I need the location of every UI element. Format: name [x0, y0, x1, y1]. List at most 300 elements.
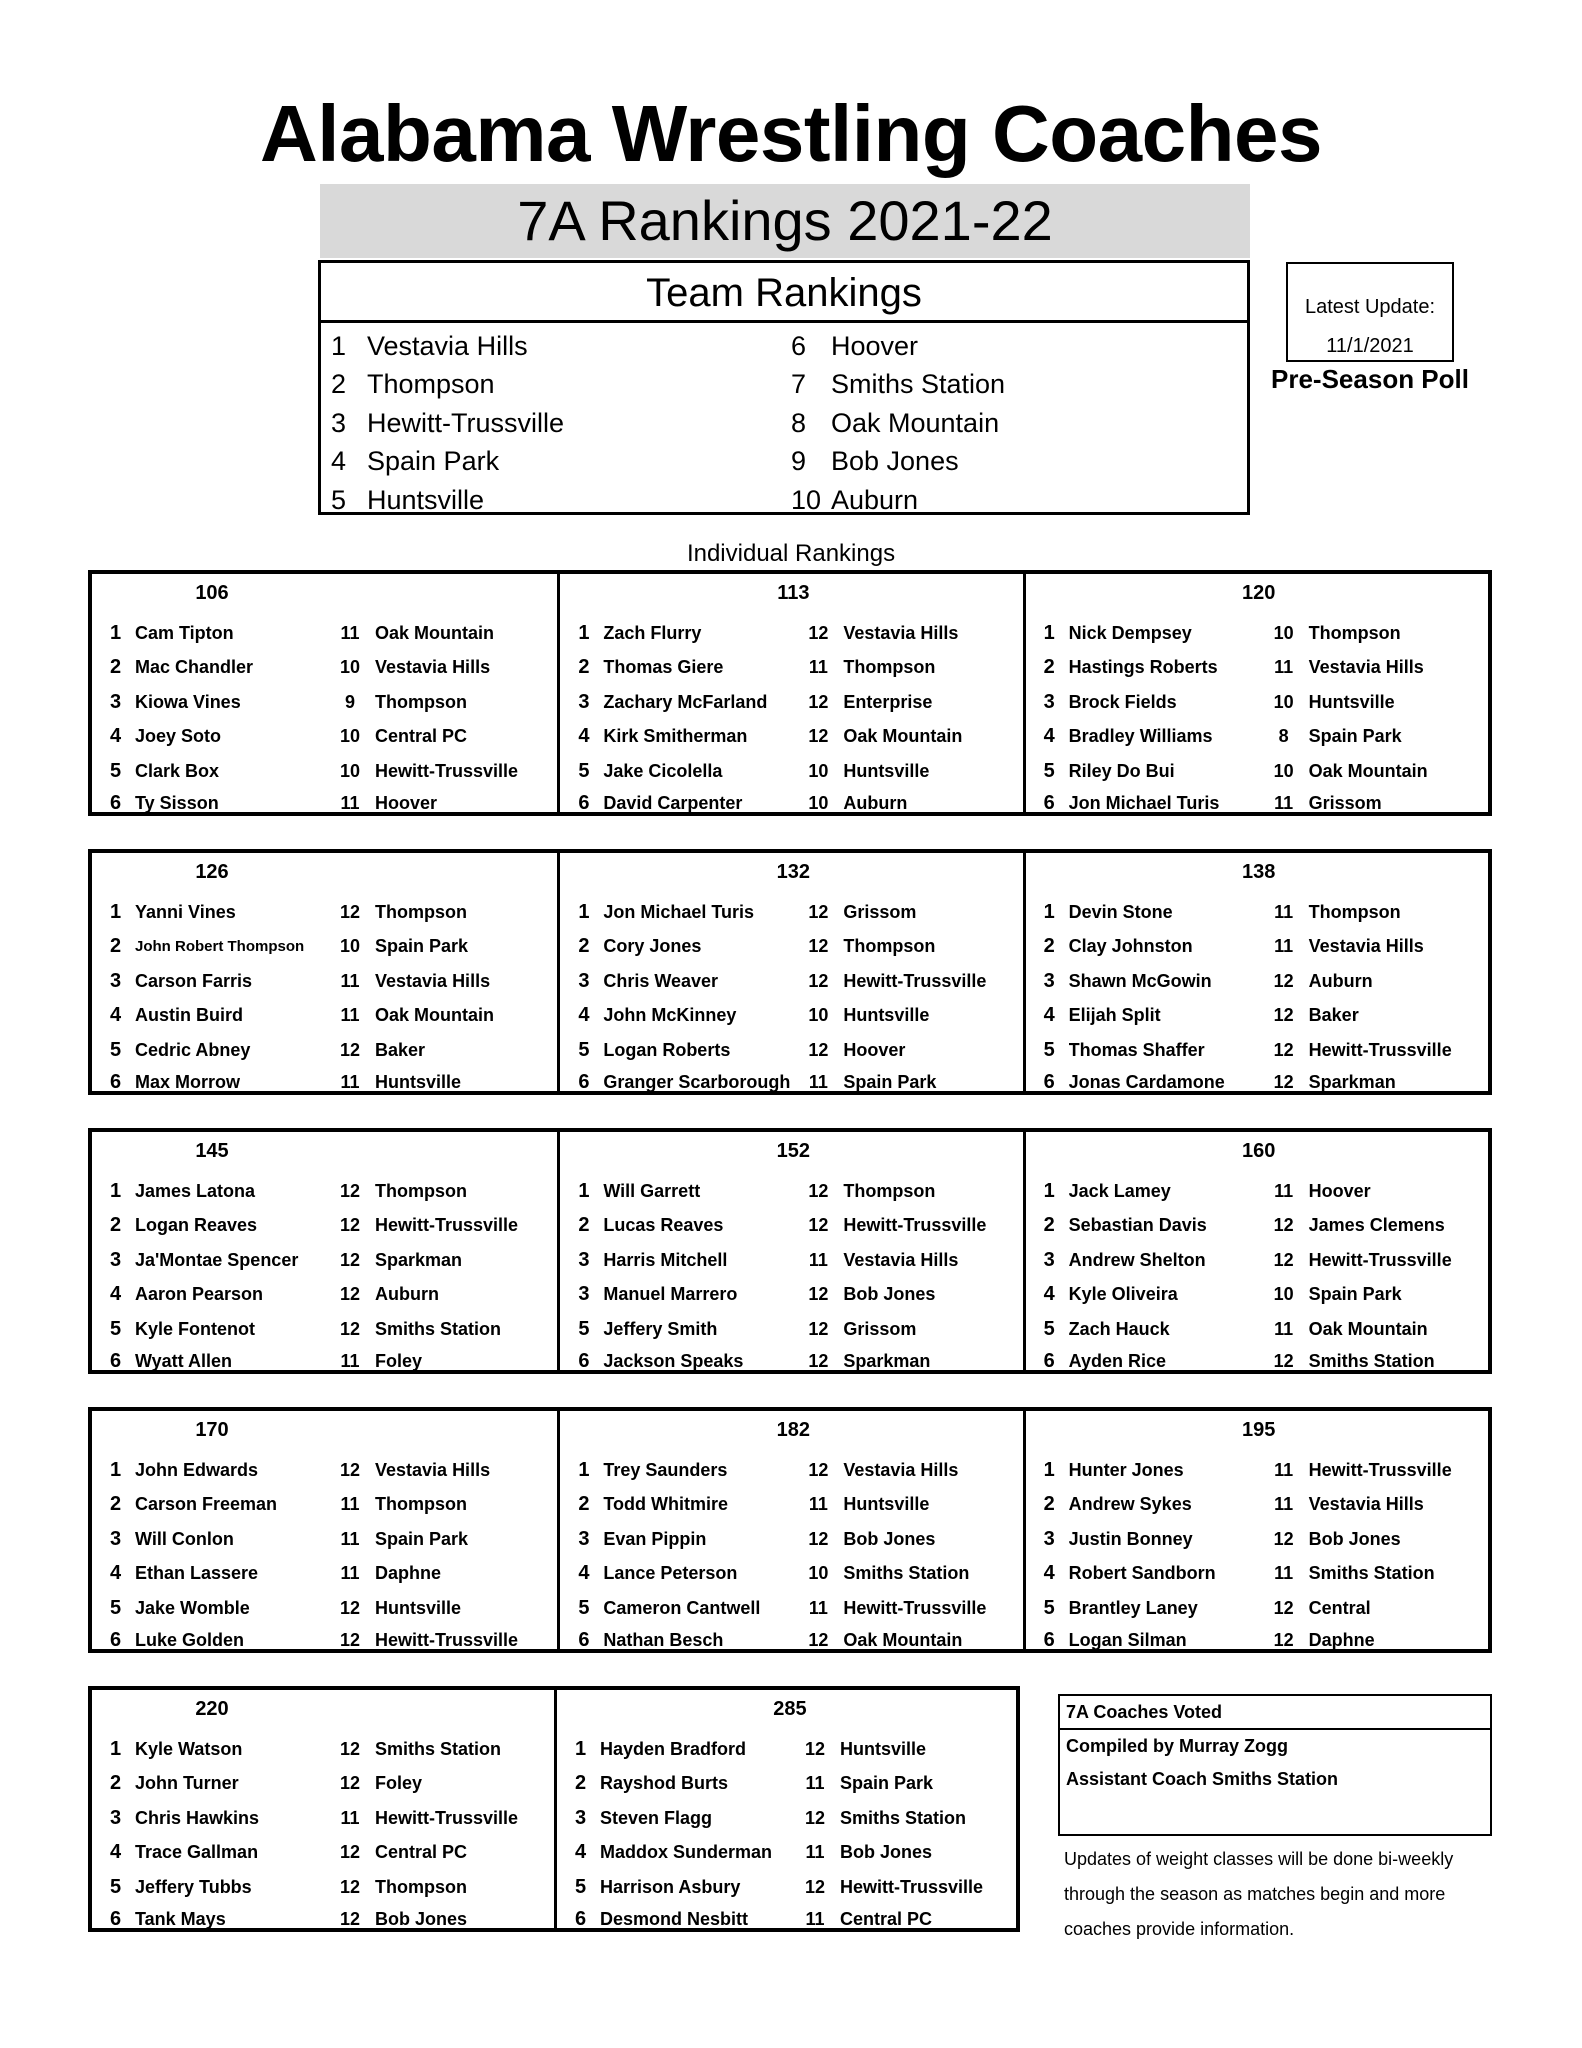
wrestler-grade: 11 [805, 1909, 825, 1929]
wrestler-row [110, 1557, 551, 1592]
wrestler-name: James Latona [135, 1180, 256, 1201]
wrestler-row [110, 1209, 551, 1244]
wrestler-school: Daphne [375, 1563, 442, 1584]
wrestler-grade: 12 [1273, 1630, 1294, 1650]
wrestler-rank: 6 [578, 1629, 590, 1651]
wrestler-row [1044, 616, 1482, 651]
wrestler-row [110, 651, 551, 686]
weight-class-title: 152 [776, 1140, 811, 1162]
wrestler-name: Ethan Lassere [135, 1563, 259, 1584]
wrestler-row [1044, 789, 1482, 819]
wrestler-rank: 6 [578, 1071, 590, 1093]
wrestler-rank: 3 [574, 1806, 587, 1829]
wrestler-school: Hewitt-Trussville [843, 1597, 987, 1618]
wrestler-list [110, 895, 551, 1098]
wrestler-name: Rayshod Burts [599, 1773, 729, 1794]
wrestler-grade: 12 [339, 1318, 361, 1339]
weight-class-120 [1023, 574, 1488, 812]
wrestler-rank: 3 [1043, 1527, 1055, 1550]
wrestler-name: Carson Freeman [135, 1494, 278, 1515]
wrestler-name: Todd Whitmire [603, 1494, 728, 1515]
wrestler-grade: 10 [808, 1005, 829, 1026]
wrestler-grade: 12 [1273, 970, 1294, 991]
wrestler-school: Bob Jones [1308, 1528, 1401, 1549]
weight-class-title: 170 [195, 1419, 229, 1441]
wrestler-row [1044, 1591, 1482, 1626]
wrestler-rank: 2 [578, 1493, 590, 1516]
wrestler-row [578, 999, 1016, 1034]
wrestler-school: Thompson [375, 691, 467, 712]
wrestler-name: Harris Mitchell [603, 1249, 728, 1270]
wrestler-name: Logan Silman [1068, 1630, 1187, 1650]
wrestler-row [575, 1801, 1010, 1836]
team-name: Bob Jones [831, 446, 959, 477]
wrestler-name: Jeffery Smith [603, 1318, 718, 1339]
team-rank: 5 [331, 484, 347, 515]
wrestler-row [110, 1033, 551, 1068]
wrestler-school: Oak Mountain [843, 726, 963, 747]
wrestler-name: John Robert Thompson [135, 938, 305, 956]
team-name: Spain Park [367, 446, 500, 477]
team-name: Auburn [831, 484, 919, 515]
wrestler-name: Will Conlon [135, 1528, 234, 1549]
wrestler-name: Kiowa Vines [135, 691, 241, 712]
wrestler-rank: 2 [110, 935, 122, 958]
wrestler-name: Nick Dempsey [1068, 622, 1192, 643]
wrestler-row [110, 1347, 551, 1377]
wrestler-school: Smiths Station [839, 1807, 966, 1828]
wrestler-name: Zach Flurry [603, 622, 702, 643]
wrestler-school: Sparkman [375, 1249, 463, 1270]
wrestler-name: Andrew Sykes [1068, 1494, 1192, 1515]
wrestler-row [578, 1068, 1016, 1098]
wrestler-row [1044, 754, 1482, 789]
wrestler-name: Will Garrett [603, 1180, 701, 1201]
wrestler-grade: 12 [804, 1738, 825, 1759]
update-note-line: through the season as matches begin and more [1064, 1884, 1446, 1904]
wrestler-row [578, 1278, 1016, 1313]
wrestler-rank: 4 [578, 725, 590, 748]
weight-group-1 [88, 570, 1492, 816]
team-rankings-left-column [331, 327, 751, 520]
wrestler-list [1044, 1453, 1482, 1656]
info-assistant-coach: Assistant Coach Smiths Station [1066, 1769, 1339, 1789]
wrestler-school: Central [1308, 1597, 1371, 1618]
wrestler-row [110, 1732, 548, 1767]
wrestler-school: Auburn [843, 793, 908, 813]
wrestler-school: Enterprise [843, 691, 933, 712]
wrestler-rank: 2 [1043, 935, 1055, 958]
wrestler-grade: 11 [805, 1773, 825, 1794]
weight-group-2 [88, 849, 1492, 1095]
wrestler-rank: 5 [110, 1596, 122, 1619]
wrestler-row [1044, 1209, 1482, 1244]
wrestler-grade: 12 [808, 1284, 829, 1305]
wrestler-name: Kyle Fontenot [135, 1318, 255, 1339]
wrestler-grade: 12 [339, 1180, 361, 1201]
wrestler-row [575, 1767, 1010, 1802]
wrestler-list [578, 1174, 1016, 1377]
wrestler-school: Hoover [375, 793, 438, 813]
wrestler-rank: 1 [1043, 900, 1055, 923]
info-compiled-by: Compiled by Murray Zogg [1066, 1736, 1289, 1756]
wrestler-grade: 12 [808, 1215, 829, 1236]
weight-class-title: 160 [1241, 1140, 1276, 1162]
wrestler-name: Jonas Cardamone [1068, 1072, 1225, 1092]
weight-class-113 [557, 574, 1022, 812]
wrestler-row [578, 930, 1016, 965]
wrestler-row [578, 789, 1016, 819]
weight-class-145 [92, 1132, 557, 1370]
wrestler-list [578, 1453, 1016, 1656]
weight-group-4 [88, 1407, 1492, 1653]
wrestler-row [110, 1836, 548, 1871]
wrestler-rank: 6 [578, 1350, 590, 1372]
wrestler-grade: 12 [808, 1528, 829, 1549]
team-rank: 6 [791, 330, 807, 361]
wrestler-rank: 6 [110, 1908, 122, 1930]
wrestler-school: Vestavia Hills [375, 970, 491, 991]
wrestler-rank: 2 [578, 935, 590, 958]
wrestler-row [1044, 1278, 1482, 1313]
wrestler-rank: 5 [578, 1596, 590, 1619]
wrestler-rank: 3 [110, 690, 122, 713]
wrestler-name: Justin Bonney [1068, 1528, 1193, 1549]
wrestler-grade: 11 [340, 970, 360, 991]
weight-class-195 [1023, 1411, 1488, 1649]
wrestler-rank: 1 [110, 900, 122, 923]
wrestler-name: Nathan Besch [603, 1630, 724, 1650]
team-row [791, 327, 1211, 366]
wrestler-name: Clark Box [135, 760, 220, 781]
wrestler-grade: 12 [339, 1842, 361, 1863]
wrestler-school: Hoover [1308, 1180, 1371, 1201]
wrestler-rank: 1 [1043, 1458, 1055, 1481]
wrestler-rank: 3 [110, 1248, 122, 1271]
wrestler-grade: 10 [339, 657, 361, 678]
team-rank: 8 [791, 407, 807, 438]
wrestler-rank: 3 [578, 1248, 590, 1271]
wrestler-row [110, 1453, 551, 1488]
wrestler-row [110, 1870, 548, 1905]
wrestler-grade: 12 [339, 1773, 361, 1794]
wrestler-grade: 12 [808, 1180, 829, 1201]
wrestler-rank: 2 [574, 1772, 587, 1795]
wrestler-grade: 11 [340, 1072, 360, 1092]
update-note-line: coaches provide information. [1064, 1919, 1295, 1939]
wrestler-grade: 12 [1273, 1351, 1294, 1371]
wrestler-row [110, 1488, 551, 1523]
wrestler-list [110, 1453, 551, 1656]
wrestler-grade: 12 [808, 901, 829, 922]
wrestler-name: Brock Fields [1068, 691, 1177, 712]
info-box [1058, 1694, 1492, 1836]
team-rank: 7 [791, 369, 807, 400]
wrestler-rank: 4 [578, 1004, 590, 1027]
wrestler-grade: 12 [339, 901, 361, 922]
wrestler-name: John Edwards [135, 1459, 259, 1480]
wrestler-row [578, 895, 1016, 930]
wrestler-school: Bob Jones [843, 1284, 936, 1305]
wrestler-school: Spain Park [843, 1072, 937, 1092]
wrestler-grade: 11 [340, 1528, 360, 1549]
wrestler-rank: 6 [1043, 1629, 1055, 1651]
wrestler-row [1044, 1557, 1482, 1592]
weight-group-3 [88, 1128, 1492, 1374]
wrestler-name: Kyle Watson [135, 1738, 243, 1759]
wrestler-school: Hewitt-Trussville [375, 1807, 519, 1828]
wrestler-rank: 2 [110, 1214, 122, 1237]
wrestler-name: Manuel Marrero [603, 1284, 738, 1305]
wrestler-list [110, 616, 551, 819]
wrestler-school: Sparkman [843, 1351, 931, 1371]
wrestler-name: Mac Chandler [135, 657, 254, 678]
wrestler-row [1044, 1243, 1482, 1278]
wrestler-name: Riley Do Bui [1068, 760, 1175, 781]
wrestler-rank: 1 [578, 1179, 590, 1202]
individual-rankings-title: Individual Rankings [686, 540, 896, 567]
wrestler-rank: 3 [1043, 690, 1055, 713]
wrestler-name: Wyatt Allen [135, 1351, 233, 1371]
wrestler-name: Hayden Bradford [599, 1738, 747, 1759]
wrestler-rank: 5 [1043, 1317, 1055, 1340]
wrestler-row [578, 1522, 1016, 1557]
wrestler-school: Thompson [375, 1494, 467, 1515]
wrestler-grade: 10 [808, 793, 829, 813]
wrestler-school: Smiths Station [843, 1563, 970, 1584]
team-row [791, 481, 1211, 520]
wrestler-school: Vestavia Hills [843, 1459, 959, 1480]
wrestler-rank: 5 [574, 1875, 587, 1898]
wrestler-school: Daphne [1308, 1630, 1375, 1650]
latest-update-label: Latest Update: [1304, 296, 1436, 318]
wrestler-school: Vestavia Hills [1308, 657, 1424, 678]
wrestler-row [110, 1905, 548, 1935]
wrestler-name: Jon Michael Turis [1068, 793, 1220, 813]
wrestler-row [110, 789, 551, 819]
wrestler-row [578, 1557, 1016, 1592]
wrestler-grade: 10 [339, 760, 361, 781]
wrestler-rank: 1 [578, 900, 590, 923]
wrestler-name: Cam Tipton [135, 622, 234, 643]
wrestler-grade: 11 [340, 1351, 360, 1371]
wrestler-grade: 11 [340, 622, 360, 643]
wrestler-name: Hastings Roberts [1068, 657, 1218, 678]
wrestler-grade: 12 [339, 1249, 361, 1270]
wrestler-row [1044, 1174, 1482, 1209]
wrestler-row [1044, 1522, 1482, 1557]
wrestler-name: John McKinney [603, 1005, 737, 1026]
wrestler-school: Thompson [375, 1876, 467, 1897]
wrestler-rank: 4 [574, 1841, 587, 1864]
wrestler-name: Jackson Speaks [603, 1351, 744, 1371]
wrestler-name: Steven Flagg [599, 1807, 713, 1828]
wrestler-grade: 11 [1274, 1459, 1294, 1480]
wrestler-school: Hewitt-Trussville [839, 1876, 984, 1897]
wrestler-row [110, 930, 551, 965]
wrestler-rank: 6 [574, 1908, 587, 1930]
wrestler-row [1044, 895, 1482, 930]
wrestler-rank: 5 [110, 759, 122, 782]
wrestler-name: Chris Weaver [603, 970, 719, 991]
wrestler-name: Chris Hawkins [135, 1807, 260, 1828]
wrestler-name: Harrison Asbury [599, 1876, 741, 1897]
wrestler-row [110, 1626, 551, 1656]
wrestler-grade: 10 [1273, 760, 1294, 781]
wrestler-row [578, 1626, 1016, 1656]
team-name: Smiths Station [831, 369, 1006, 400]
wrestler-row [1044, 1312, 1482, 1347]
wrestler-school: James Clemens [1308, 1215, 1445, 1236]
wrestler-grade: 12 [808, 1039, 829, 1060]
wrestler-school: Smiths Station [1308, 1563, 1435, 1584]
wrestler-row [110, 964, 551, 999]
wrestler-grade: 12 [1273, 1039, 1294, 1060]
wrestler-row [578, 685, 1016, 720]
wrestler-name: Ty Sisson [135, 793, 219, 813]
wrestler-grade: 12 [339, 1909, 361, 1929]
wrestler-grade: 12 [339, 1597, 361, 1618]
wrestler-row [110, 1591, 551, 1626]
wrestler-rank: 6 [110, 1071, 122, 1093]
wrestler-row [578, 1243, 1016, 1278]
wrestler-grade: 11 [1274, 1494, 1294, 1515]
wrestler-school: Hewitt-Trussville [375, 1630, 519, 1650]
team-row [331, 443, 751, 482]
wrestler-row [575, 1905, 1010, 1935]
wrestler-grade: 12 [1273, 1528, 1294, 1549]
wrestler-row [110, 685, 551, 720]
wrestler-name: Brantley Laney [1068, 1597, 1198, 1618]
wrestler-rank: 4 [110, 1841, 122, 1864]
wrestler-grade: 11 [808, 1072, 828, 1092]
wrestler-grade: 11 [808, 1494, 828, 1515]
wrestler-name: Ja'Montae Spencer [135, 1249, 299, 1270]
wrestler-school: Hewitt-Trussville [375, 1215, 519, 1236]
wrestler-list [110, 1732, 548, 1935]
team-row [331, 327, 751, 366]
wrestler-rank: 5 [110, 1875, 122, 1898]
wrestler-row [1044, 1626, 1482, 1656]
wrestler-row [110, 1174, 551, 1209]
weight-class-title: 106 [195, 582, 229, 604]
wrestler-row [578, 1488, 1016, 1523]
weight-class-106 [92, 574, 557, 812]
wrestler-school: Bob Jones [375, 1909, 468, 1929]
team-row [791, 404, 1211, 443]
wrestler-rank: 5 [578, 1317, 590, 1340]
wrestler-rank: 5 [1043, 1596, 1055, 1619]
wrestler-grade: 12 [808, 936, 829, 957]
wrestler-school: Thompson [1308, 901, 1401, 922]
wrestler-school: Huntsville [1308, 691, 1395, 712]
wrestler-row [578, 964, 1016, 999]
wrestler-row [578, 1591, 1016, 1626]
wrestler-name: Carson Farris [135, 970, 253, 991]
wrestler-row [578, 1174, 1016, 1209]
weight-class-title: 285 [773, 1698, 807, 1720]
wrestler-rank: 5 [578, 1038, 590, 1061]
wrestler-row [1044, 930, 1482, 965]
team-name: Oak Mountain [831, 407, 1000, 438]
wrestler-rank: 3 [1043, 969, 1055, 992]
wrestler-name: Ayden Rice [1068, 1351, 1167, 1371]
wrestler-grade: 11 [805, 1842, 825, 1863]
wrestler-school: Oak Mountain [375, 622, 495, 643]
wrestler-grade: 12 [808, 622, 829, 643]
wrestler-school: Oak Mountain [843, 1630, 963, 1650]
wrestler-name: Jack Lamey [1068, 1180, 1171, 1201]
weight-class-title: 220 [195, 1698, 229, 1720]
wrestler-rank: 1 [110, 621, 122, 644]
wrestler-rank: 4 [110, 1004, 122, 1027]
wrestler-name: Luke Golden [135, 1630, 245, 1650]
wrestler-row [578, 754, 1016, 789]
wrestler-name: Joey Soto [135, 726, 222, 747]
wrestler-school: Bob Jones [843, 1528, 936, 1549]
wrestler-list [578, 895, 1016, 1098]
wrestler-rank: 5 [1043, 1038, 1055, 1061]
wrestler-school: Hewitt-Trussville [1308, 1459, 1452, 1480]
wrestler-grade: 10 [1273, 622, 1294, 643]
info-voted: 7A Coaches Voted [1060, 1696, 1490, 1730]
wrestler-name: Logan Roberts [603, 1039, 731, 1060]
wrestler-name: Andrew Shelton [1068, 1249, 1206, 1270]
wrestler-grade: 12 [339, 1284, 361, 1305]
wrestler-name: Elijah Split [1068, 1005, 1161, 1026]
weight-class-title: 120 [1241, 582, 1276, 604]
wrestler-grade: 10 [339, 726, 361, 747]
wrestler-school: Spain Park [1308, 726, 1402, 747]
weight-class-160 [1023, 1132, 1488, 1370]
wrestler-grade: 12 [339, 1459, 361, 1480]
team-row [331, 366, 751, 405]
wrestler-grade: 12 [339, 1738, 361, 1759]
wrestler-name: Jake Cicolella [603, 760, 723, 781]
wrestler-rank: 2 [1043, 1214, 1055, 1237]
wrestler-row [1044, 1347, 1482, 1377]
wrestler-school: Thompson [843, 1180, 936, 1201]
wrestler-grade: 10 [339, 936, 361, 957]
wrestler-name: Zach Hauck [1068, 1318, 1170, 1339]
wrestler-row [578, 1453, 1016, 1488]
wrestler-row [110, 1068, 551, 1098]
wrestler-name: Sebastian Davis [1068, 1215, 1207, 1236]
wrestler-list [1044, 616, 1482, 819]
wrestler-name: Desmond Nesbitt [599, 1909, 749, 1929]
wrestler-school: Baker [1308, 1005, 1359, 1026]
weight-class-170 [92, 1411, 557, 1649]
wrestler-school: Huntsville [843, 1005, 930, 1026]
wrestler-school: Vestavia Hills [1308, 1494, 1424, 1515]
wrestler-row [575, 1836, 1010, 1871]
wrestler-name: Granger Scarborough [603, 1072, 791, 1092]
weight-class-182 [557, 1411, 1022, 1649]
team-rankings-box [318, 260, 1250, 515]
wrestler-row [578, 1347, 1016, 1377]
wrestler-name: Jon Michael Turis [603, 901, 755, 922]
wrestler-row [1044, 720, 1482, 755]
weight-class-132 [557, 853, 1022, 1091]
wrestler-name: Evan Pippin [603, 1528, 707, 1549]
wrestler-school: Spain Park [375, 1528, 469, 1549]
wrestler-school: Grissom [1308, 793, 1382, 813]
wrestler-school: Huntsville [843, 760, 930, 781]
wrestler-list [575, 1732, 1010, 1935]
wrestler-name: Kyle Oliveira [1068, 1284, 1178, 1305]
weight-class-title: 138 [1241, 861, 1276, 883]
wrestler-name: Austin Buird [135, 1005, 243, 1026]
